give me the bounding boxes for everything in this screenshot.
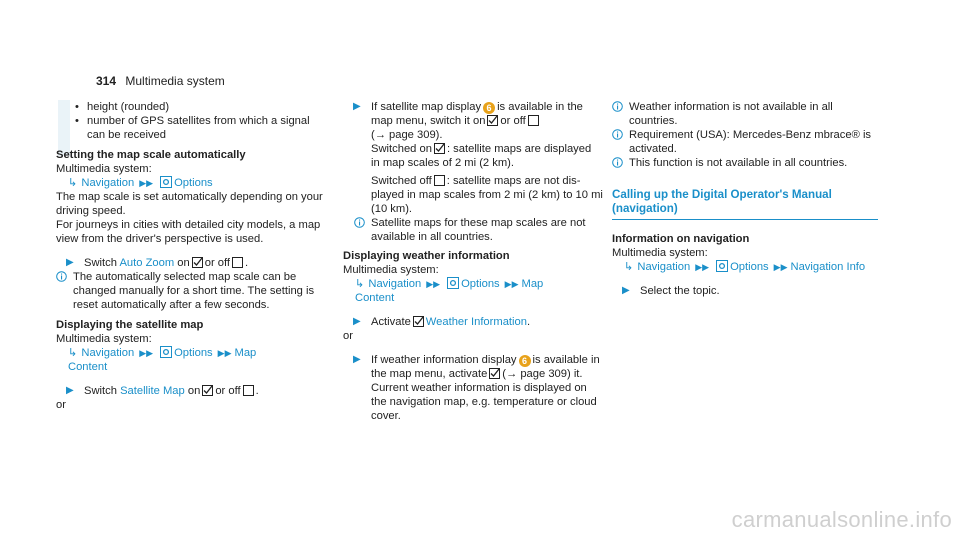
note-text: Satellite maps for these map scales are not available in all countries. [371,217,586,243]
page-number: 314 [96,74,117,88]
checkbox-unchecked-icon [434,175,445,186]
chevron-right-icon: ▶▶ [695,262,710,272]
auto-text: The map scale is set automatically depending on your driving speed. [56,191,323,217]
system-label: Multimedia system: [56,163,152,175]
action-arrow-icon: ▶ [622,285,630,296]
gear-icon [716,260,728,272]
weather-info-label: Weather Information [425,316,527,328]
note-text: This function is not available in all countries. [629,157,848,169]
menu-path-cont [56,360,328,374]
checkbox-unchecked-icon [232,257,243,268]
column-1 [56,100,328,412]
system-label: Multimedia system: [612,247,708,259]
act-text: is available in the map menu, switch it on [371,101,583,127]
switched-off-para [343,174,603,216]
path-map: Map [234,347,257,359]
info-icon [354,217,365,228]
checkbox-unchecked-icon [243,385,254,396]
action-switch-satellite: ▶ Switch Satellite Map on or off . [66,385,259,397]
act-text: If satellite map display [371,101,482,113]
note [612,100,880,128]
menu-path [612,260,880,274]
note-text: Requirement (USA): Mercedes-Benz mbrace® is activated. [629,129,872,155]
off-word: or off [204,257,231,269]
action-arrow-icon: ▶ [66,385,74,396]
menu-path [56,176,328,190]
checkbox-checked-icon [192,257,203,268]
switch-prefix: Switch [84,257,117,269]
on-word: on [187,385,201,397]
switch-prefix: Switch [84,385,117,397]
path-map: Map [521,278,544,290]
path-start-icon: ↳ [68,347,78,359]
info-icon [612,101,623,112]
activate-word: Activate [371,316,411,328]
auto-text-2: For journeys in cities with detailed city models, a map view from the driver's perspective is used. [56,219,321,245]
chevron-right-icon: ▶▶ [139,348,154,358]
menu-path [343,277,603,291]
act-text: is available in the map menu, activate [371,354,600,380]
off-word: or off [500,115,526,127]
page-ref: (→ page 309). [371,129,443,141]
heading-weather: Displaying weather information [343,250,510,262]
display-number-badge: 6 [519,355,531,367]
select-topic-text: Select the topic. [640,285,720,297]
path-navigation: Navigation [81,177,135,189]
gear-icon [160,346,172,358]
system-label: Multimedia system: [343,264,439,276]
note [56,270,328,312]
info-icon [56,271,67,282]
info-icon [612,129,623,140]
path-start-icon: ↳ [68,177,78,189]
system-label: Multimedia system: [56,333,152,345]
path-content: Content [355,292,395,304]
note [612,128,880,156]
chevron-right-icon: ▶▶ [504,279,519,289]
path-nav-info: Navigation Info [790,261,866,273]
chevron-right-icon: ▶▶ [217,348,232,358]
column-2 [343,100,603,423]
act-text: If weather information display [371,354,517,366]
on-word: on [177,257,190,269]
act-text: Current weather information is displayed on the navigation map, e.g. temperature or cloud cover. [371,382,597,422]
page-header-title: Multimedia system [125,74,225,88]
chevron-right-icon: ▶▶ [773,262,788,272]
action-arrow-icon: ▶ [66,257,74,268]
action-arrow-icon: ▶ [353,354,361,365]
heading-satellite-map: Displaying the satellite map [56,319,204,331]
switched-off: Switched off [371,175,432,187]
off-word: or off [215,385,241,397]
path-options: Options [461,278,500,290]
path-start-icon: ↳ [624,261,634,273]
action-satellite-display [343,100,603,170]
action-select-topic [612,284,880,298]
auto-zoom-label: Auto Zoom [119,257,175,269]
heading-auto-scale: Setting the map scale automatically [56,149,246,161]
action-arrow-icon: ▶ [353,101,361,112]
heading-info-nav: Information on navigation [612,233,750,245]
list-item: • height (rounded) [72,100,328,114]
note [612,156,880,170]
action-activate-weather: ▶ Activate Weather Information. [353,316,531,328]
gear-icon [160,176,172,188]
path-navigation: Navigation [637,261,691,273]
checkbox-checked-icon [202,385,213,396]
switched-off-text: : satellite maps are not displayed in map scales from 2 mi (2 km) to 10 mi (10 km). [371,175,603,215]
note [354,216,603,244]
note-text: The automatically selected map scale can be changed manually for a short time. The setting is reset automatically after a few seconds. [73,271,315,311]
checkbox-checked-icon [413,316,424,327]
gear-icon [447,277,459,289]
section-title: Calling up the Digital Operator's Manual (navigation) [612,188,832,215]
path-options: Options [730,261,769,273]
watermark: carmanualsonline.info [731,507,952,532]
chevron-right-icon: ▶▶ [426,279,441,289]
chevron-right-icon: ▶▶ [139,178,154,188]
page-ref: (→ page 309) it. [502,368,583,380]
page-header [96,74,225,88]
path-options: Options [174,347,213,359]
section-rule [612,219,878,220]
action-switch-auto-zoom: ▶ Switch Auto Zoom on or off . [66,257,249,269]
action-weather-display [343,353,603,423]
info-icon [612,157,623,168]
path-content: Content [68,361,108,373]
path-start-icon: ↳ [355,278,365,290]
menu-path-cont [343,291,603,305]
satellite-map-label: Satellite Map [120,385,185,397]
checkbox-unchecked-icon [528,115,539,126]
switched-on-text: : satellite maps are displayed in map scales of 2 mi (2 km). [371,143,592,169]
action-arrow-icon: ▶ [353,316,361,327]
or-text: or [343,330,353,342]
checkbox-checked-icon [487,115,498,126]
path-navigation: Navigation [368,278,422,290]
display-number-badge: 6 [483,102,495,114]
column-3 [612,100,880,298]
list-item: • number of GPS satellites from which a signal can be received [72,114,328,142]
checkbox-checked-icon [434,143,445,154]
menu-path [56,346,328,360]
path-navigation: Navigation [81,347,135,359]
checkbox-checked-icon [489,368,500,379]
note-text: Weather information is not available in all countries. [629,101,833,127]
switched-on: Switched on [371,143,432,155]
or-text: or [56,399,66,411]
path-options: Options [174,177,213,189]
